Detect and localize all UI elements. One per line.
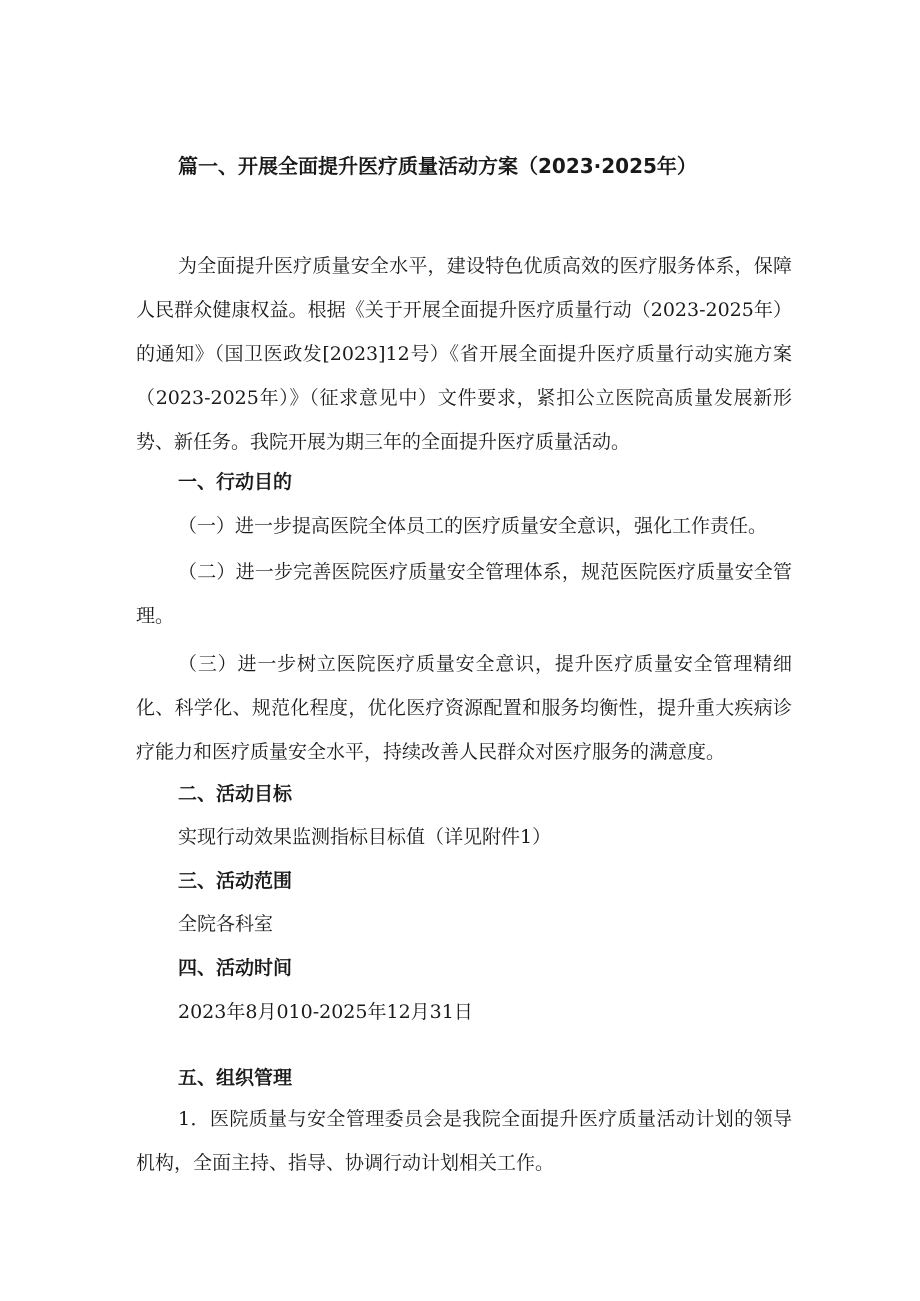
section-heading-time: 四、活动时间 bbox=[178, 957, 293, 979]
goal-item-3: （三）进一步树立医院医疗质量安全意识，提升医疗质量安全管理精细化、科学化、规范化程度，优化医疗资源配置和服务均衡性，提升重大疾病诊疗能力和医疗质量安全水平，持续改善人民群众对医疗服务的满意度。 bbox=[136, 653, 792, 763]
document-title: 篇一、开展全面提升医疗质量活动方案（2023·2025年） bbox=[178, 154, 697, 178]
goal-item-1: （一）进一步提高医院全体员工的医疗质量安全意识，强化工作责任。 bbox=[178, 515, 768, 537]
scope-text: 全院各科室 bbox=[178, 913, 274, 935]
section-heading-target: 二、活动目标 bbox=[178, 783, 293, 805]
section-heading-org: 五、组织管理 bbox=[178, 1067, 293, 1089]
goal-item-2: （二）进一步完善医院医疗质量安全管理体系，规范医院医疗质量安全管理。 bbox=[136, 561, 792, 627]
section-heading-goal: 一、行动目的 bbox=[178, 471, 293, 493]
intro-paragraph: 为全面提升医疗质量安全水平，建设特色优质高效的医疗服务体系，保障人民群众健康权益。根据《关于开展全面提升医疗质量行动（2023-2025年）的通知》（国卫医政发[2023]12号）《省开展全面提升医疗质量行动实施方案（2023-2025年）》（征求意见中）文件要求，紧扣公立医院高质量发展新形势、新任务。我院开展为期三年的全面提升医疗质量活动。 bbox=[136, 255, 792, 453]
org-item-1: 1．医院质量与安全管理委员会是我院全面提升医疗质量活动计划的领导机构，全面主持、指导、协调行动计划相关工作。 bbox=[136, 1108, 792, 1174]
section-heading-scope: 三、活动范围 bbox=[178, 870, 293, 892]
target-text: 实现行动效果监测指标目标值（详见附件1） bbox=[178, 826, 552, 848]
time-text: 2023年8月010-2025年12月31日 bbox=[178, 1001, 473, 1023]
